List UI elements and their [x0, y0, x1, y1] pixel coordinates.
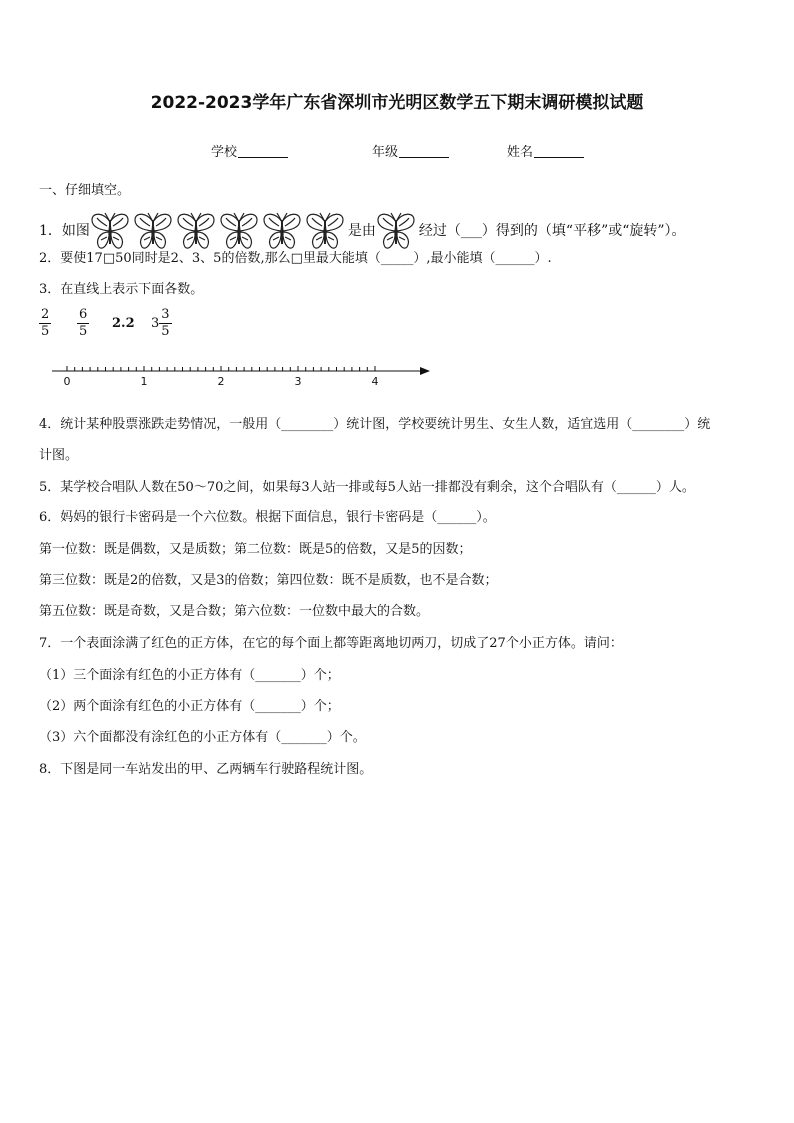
question-7: 7．一个表面涂满了红色的正方体，在它的每个面上都等距离地切两刀，切成了27个小正方体。请问： [39, 636, 623, 651]
question-3: 3．在直线上表示下面各数。 [39, 282, 204, 297]
question-6: 6．妈妈的银行卡密码是一个六位数。根据下面信息，银行卡密码是（______）。 [39, 510, 496, 525]
mixed-number-3-3-5: 3 $\frac{3}{5}$ [151, 307, 170, 339]
question-7-part-3: （3）六个面都没有涂红色的小正方体有（_______）个。 [39, 730, 366, 745]
butterfly-icon [90, 210, 130, 252]
name-field[interactable]: 姓名 [507, 141, 584, 160]
number-line [50, 362, 440, 392]
number-line-label: 1 [140, 375, 148, 388]
butterfly-icon [376, 210, 416, 252]
question-1 [39, 210, 686, 252]
question-7-part-1: （1）三个面涂有红色的小正方体有（_______）个； [39, 668, 340, 683]
q1-prefix: 1．如图 [39, 223, 90, 239]
question-4-cont: 计图。 [39, 448, 79, 463]
question-8: 8．下图是同一车站发出的甲、乙两辆车行驶路程统计图。 [39, 762, 373, 777]
q1-suffix: 经过（___）得到的（填“平移”或“旋转”）。 [418, 223, 686, 239]
butterfly-icon [133, 210, 173, 252]
fraction-2-5: $\frac{2}{5}$ [41, 307, 50, 339]
grade-field[interactable]: 年级 [372, 141, 449, 160]
question-5: 5．某学校合唱队人数在50～70之间，如果每3人站一排或每5人站一排都没有剩余，这个合唱队有（______）人。 [39, 480, 695, 495]
number-line-label: 3 [294, 375, 302, 388]
question-6-clue-2: 第三位数：既是2的倍数，又是3的倍数；第四位数：既不是质数，也不是合数； [39, 573, 498, 588]
butterfly-icon [176, 210, 216, 252]
butterfly-icon [305, 210, 345, 252]
question-6-clue-3: 第五位数：既是奇数，又是合数；第六位数：一位数中最大的合数。 [39, 604, 430, 619]
page-title: 2022-2023学年广东省深圳市光明区数学五下期末调研模拟试题 [150, 93, 644, 113]
question-2: 2．要使17□50同时是2、3、5的倍数,那么□里最大能填（_____）,最小能填（______）. [39, 251, 552, 266]
question-7-part-2: （2）两个面涂有红色的小正方体有（_______）个； [39, 699, 340, 714]
question-4: 4．统计某种股票涨跌走势情况，一般用（________）统计图，学校要统计男生、女生人数，适宜选用（________）统 [39, 417, 711, 432]
decimal-2-2: 2.2 [112, 316, 135, 331]
number-line-label: 4 [371, 375, 379, 388]
number-line-label: 2 [217, 375, 225, 388]
q1-middle: 是由 [347, 223, 376, 239]
butterfly-icon [262, 210, 302, 252]
number-line-label: 0 [63, 375, 71, 388]
section-heading: 一、仔细填空。 [39, 183, 131, 198]
butterfly-icon [219, 210, 259, 252]
fraction-6-5: $\frac{6}{5}$ [79, 307, 88, 339]
school-field[interactable]: 学校 [211, 141, 288, 160]
question-6-clue-1: 第一位数：既是偶数，又是质数；第二位数：既是5的倍数，又是5的因数； [39, 542, 472, 557]
